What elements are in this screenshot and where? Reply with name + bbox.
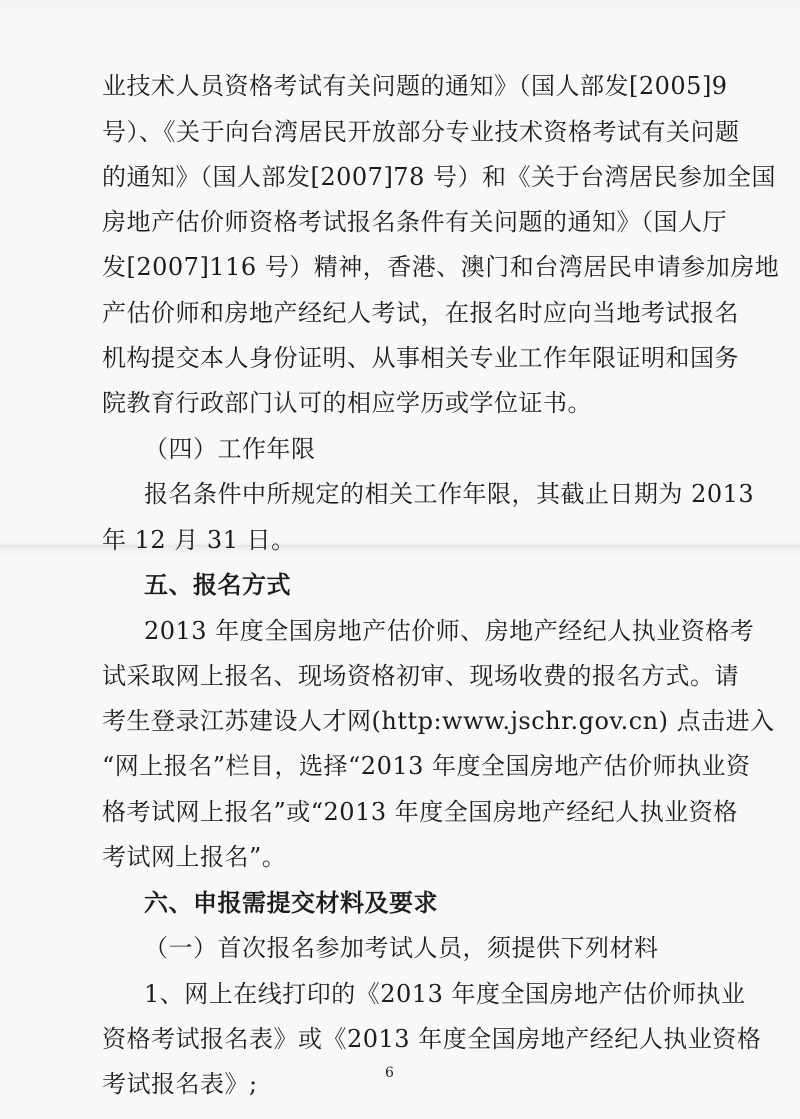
page-number: 6 xyxy=(385,1065,394,1081)
section-subheading: （一）首次报名参加考试人员，须提供下列材料 xyxy=(144,934,659,962)
paragraph-line: 产估价师和房地产经纪人考试，在报名时应向当地考试报名 xyxy=(102,299,739,327)
paragraph-line: 的通知》（国人部发[2007]78 号）和《关于台湾居民参加全国 xyxy=(102,163,776,191)
paragraph-line: 院教育行政部门认可的相应学历或学位证书。 xyxy=(102,389,592,417)
paragraph-line: “网上报名”栏目，选择“2013 年度全国房地产估价师执业资 xyxy=(102,752,751,780)
paragraph-line: 业技术人员资格考试有关问题的通知》（国人部发[2005]9 xyxy=(102,72,728,100)
paragraph-line: 报名条件中所规定的相关工作年限，其截止日期为 2013 xyxy=(144,480,755,508)
paragraph-line: 号）、《关于向台湾居民开放部分专业技术资格考试有关问题 xyxy=(102,118,740,146)
paragraph-line: 2013 年度全国房地产估价师、房地产经纪人执业资格考 xyxy=(144,617,755,645)
section-heading: 五、报名方式 xyxy=(144,571,291,599)
paragraph-line: 资格考试报名表》或《2013 年度全国房地产经纪人执业资格 xyxy=(102,1025,762,1053)
paragraph-line: 机构提交本人身份证明、从事相关专业工作年限证明和国务 xyxy=(102,344,739,372)
paragraph-line: 年 12 月 31 日。 xyxy=(102,526,296,554)
paragraph-line: 发[2007]116 号）精神，香港、澳门和台湾居民申请参加房地 xyxy=(102,253,780,281)
section-heading: 六、申报需提交材料及要求 xyxy=(144,889,438,917)
paragraph-line: 格考试网上报名”或“2013 年度全国房地产经纪人执业资格 xyxy=(102,798,738,826)
paragraph-line: 考生登录江苏建设人才网(http:www.jschr.gov.cn) 点击进入 xyxy=(102,707,775,735)
paragraph-line: 试采取网上报名、现场资格初审、现场收费的报名方式。请 xyxy=(102,662,739,690)
paragraph-line: 考试报名表》; xyxy=(102,1070,258,1098)
section-subheading: （四）工作年限 xyxy=(144,435,316,463)
paragraph-line: 房地产估价师资格考试报名条件有关问题的通知》（国人厅 xyxy=(102,208,727,236)
paragraph-line: 1、网上在线打印的《2013 年度全国房地产估价师执业 xyxy=(144,980,746,1008)
paragraph-line: 考试网上报名”。 xyxy=(102,843,287,871)
